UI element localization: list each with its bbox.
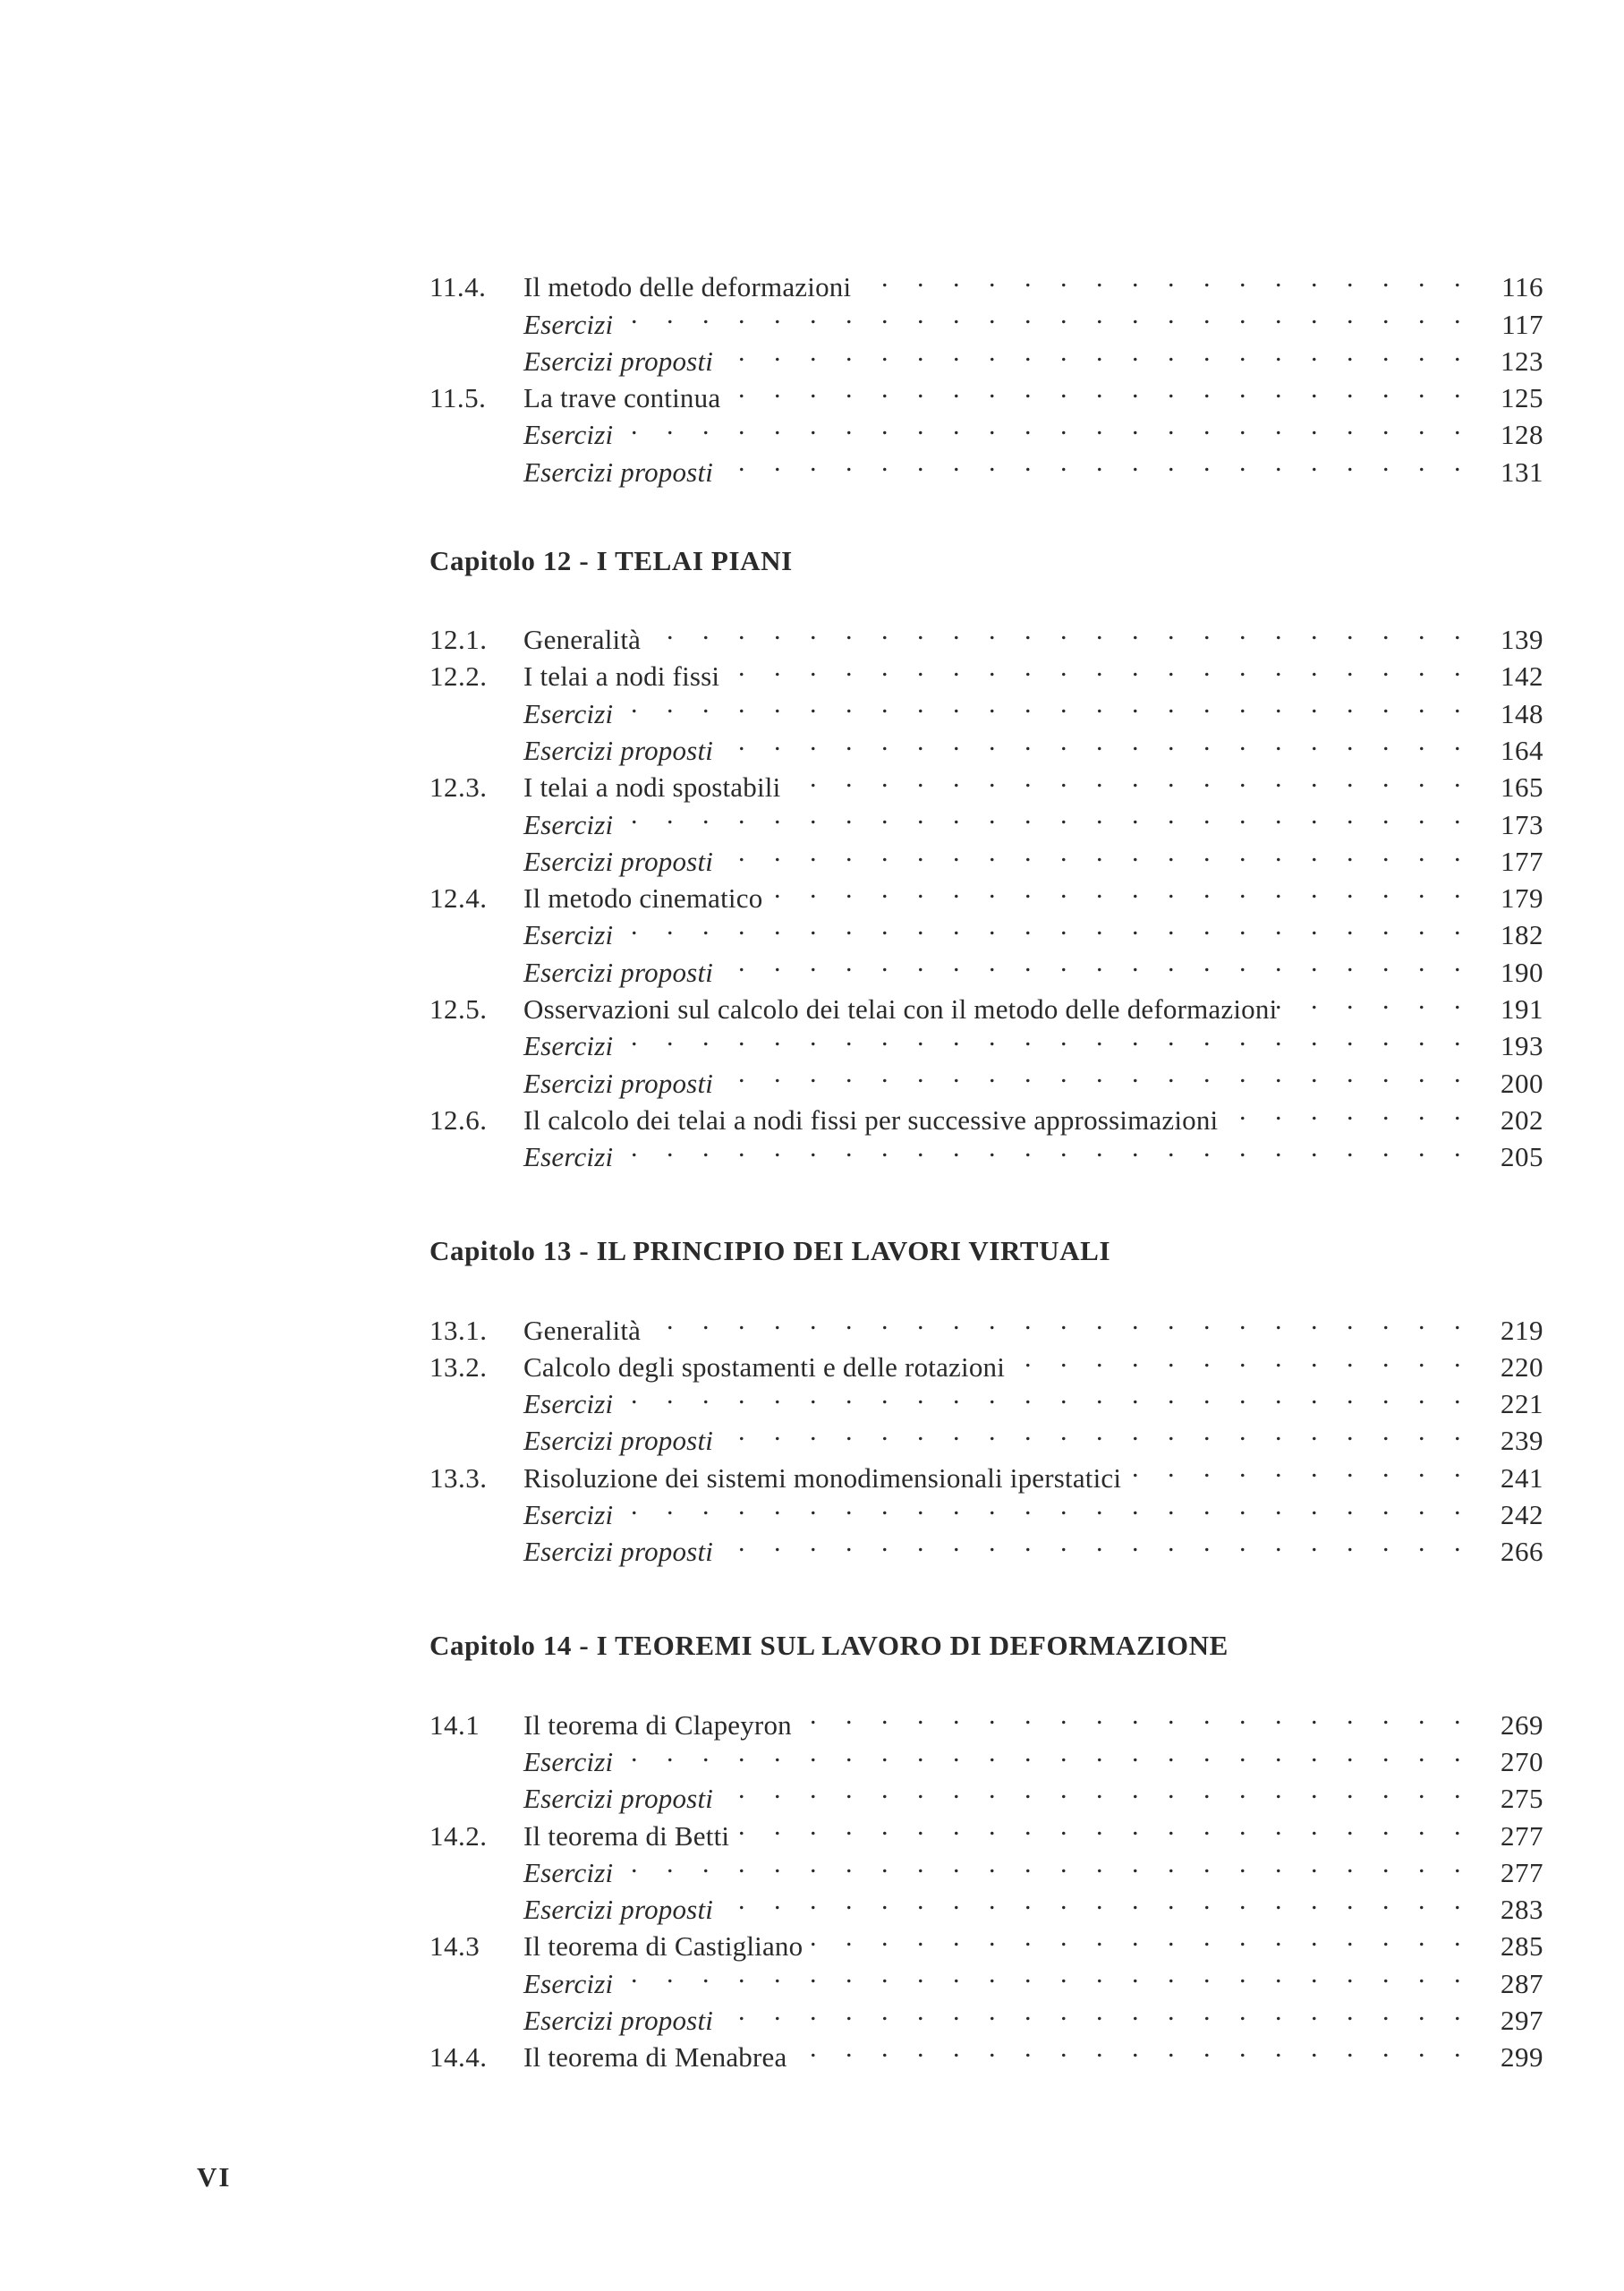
dot-leader <box>713 444 1472 481</box>
section-title: Il metodo cinematico <box>523 882 763 915</box>
toc-entry <box>429 260 1543 303</box>
page-number-ref: 125 <box>1501 382 1543 414</box>
subsection-title: Esercizi proposti <box>523 2004 714 2036</box>
page-number-ref: 270 <box>1501 1745 1543 1777</box>
dot-leader <box>1218 1093 1472 1129</box>
subsection-title: Esercizi proposti <box>523 1067 714 1099</box>
section-title: Osservazioni sul calcolo dei telai con il metodo delle deformazioni <box>523 993 1278 1026</box>
section-number: 13.2. <box>429 1350 488 1383</box>
dot-leader <box>713 1413 1472 1450</box>
page-number-ref: 191 <box>1501 993 1543 1026</box>
section-title: Il teorema di Betti <box>523 1819 730 1852</box>
dot-leader <box>762 871 1472 907</box>
subsection-title: Esercizi proposti <box>523 456 714 488</box>
page-number-ref: 123 <box>1501 345 1543 377</box>
section-title: I telai a nodi fissi <box>523 660 720 693</box>
dot-leader <box>780 760 1472 796</box>
dot-leader <box>613 796 1472 833</box>
toc-section <box>429 542 1543 1173</box>
page-number-ref: 283 <box>1501 1894 1543 1926</box>
page-number-ref: 241 <box>1501 1461 1543 1494</box>
page-number-ref: 177 <box>1501 845 1543 877</box>
section-title: Risoluzione dei sistemi monodimensionali iperstatici <box>523 1461 1122 1494</box>
dot-leader <box>713 1055 1472 1092</box>
subsection-title: Esercizi proposti <box>523 1536 714 1568</box>
table-of-contents <box>429 260 1543 2074</box>
dot-leader <box>713 334 1472 370</box>
section-title: Il teorema di Castigliano <box>523 1930 803 1963</box>
page-number-ref: 117 <box>1501 308 1543 340</box>
page-number-ref: 285 <box>1501 1930 1543 1963</box>
dot-leader <box>613 1129 1472 1166</box>
page-number-ref: 297 <box>1501 2004 1543 2036</box>
subsection-title: Esercizi proposti <box>523 345 714 377</box>
subsection-title: Esercizi <box>523 1499 614 1531</box>
dot-leader <box>613 1955 1472 1992</box>
dot-leader <box>720 370 1472 407</box>
page-number-ref: 202 <box>1501 1103 1543 1136</box>
dot-leader <box>719 649 1472 686</box>
subsection-title: Esercizi <box>523 1141 614 1173</box>
section-number: 12.6. <box>429 1103 488 1136</box>
dot-leader <box>1121 1450 1472 1486</box>
page-number-ref: 131 <box>1501 456 1543 488</box>
dot-leader <box>613 1018 1472 1055</box>
dot-leader <box>713 1524 1472 1561</box>
subsection-title: Esercizi <box>523 419 614 451</box>
dot-leader <box>613 907 1472 944</box>
subsection-title: Esercizi proposti <box>523 1783 714 1815</box>
page-number-ref: 182 <box>1501 919 1543 951</box>
subsection-title: Esercizi <box>523 1967 614 1999</box>
dot-leader <box>713 1882 1472 1919</box>
dot-leader <box>613 1845 1472 1882</box>
subsection-title: Esercizi <box>523 1745 614 1777</box>
dot-leader <box>1277 982 1472 1018</box>
section-number: 14.4. <box>429 2041 488 2074</box>
section-number: 14.1 <box>429 1708 480 1741</box>
dot-leader <box>713 1771 1472 1808</box>
page-number-ref: 221 <box>1501 1388 1543 1420</box>
section-number: 12.4. <box>429 882 488 915</box>
dot-leader <box>1005 1340 1472 1376</box>
page-number-ref: 277 <box>1501 1819 1543 1852</box>
section-title: Calcolo degli spostamenti e delle rotazioni <box>523 1350 1006 1383</box>
subsection-title: Esercizi <box>523 919 614 951</box>
section-number: 12.1. <box>429 624 488 656</box>
page-number: VI <box>197 2161 232 2193</box>
page-number-ref: 193 <box>1501 1030 1543 1062</box>
page-number-ref: 165 <box>1501 771 1543 804</box>
section-title: Il metodo delle deformazioni <box>523 271 852 303</box>
dot-leader <box>641 612 1472 649</box>
page-number-ref: 220 <box>1501 1350 1543 1383</box>
subsection-title: Esercizi <box>523 808 614 840</box>
dot-leader <box>613 686 1472 722</box>
page-number-ref: 266 <box>1501 1536 1543 1568</box>
dot-leader <box>613 1376 1472 1413</box>
page-number-ref: 205 <box>1501 1141 1543 1173</box>
page-number-ref: 269 <box>1501 1708 1543 1741</box>
subsection-title: Esercizi <box>523 1388 614 1420</box>
page-number-ref: 190 <box>1501 956 1543 988</box>
toc-section <box>429 260 1543 488</box>
subsection-title: Esercizi proposti <box>523 845 714 877</box>
section-title: I telai a nodi spostabili <box>523 771 781 804</box>
page-number-ref: 277 <box>1501 1856 1543 1888</box>
dot-leader <box>851 260 1472 296</box>
subsection-title: Esercizi proposti <box>523 956 714 988</box>
section-number: 12.3. <box>429 771 488 804</box>
page-number-ref: 219 <box>1501 1314 1543 1346</box>
page-number-ref: 139 <box>1501 624 1543 656</box>
subsection-title: Esercizi proposti <box>523 1894 714 1926</box>
section-number: 13.3. <box>429 1461 488 1494</box>
page-number-ref: 299 <box>1501 2041 1543 2074</box>
dot-leader <box>729 1808 1472 1844</box>
section-number: 11.4. <box>429 271 487 303</box>
dot-leader <box>613 296 1472 333</box>
section-title: La trave continua <box>523 382 721 414</box>
dot-leader <box>786 2030 1472 2066</box>
dot-leader <box>641 1302 1472 1339</box>
section-number: 12.2. <box>429 660 488 693</box>
page-number-ref: 173 <box>1501 808 1543 840</box>
dot-leader <box>713 1993 1472 2030</box>
page-number-ref: 239 <box>1501 1425 1543 1457</box>
dot-leader <box>713 834 1472 871</box>
page-number-ref: 242 <box>1501 1499 1543 1531</box>
subsection-title: Esercizi proposti <box>523 734 714 766</box>
chapter-heading: Capitolo 14 - I TEOREMI SUL LAVORO DI DEFORMAZIONE <box>429 1630 1229 1662</box>
page-number-ref: 200 <box>1501 1067 1543 1099</box>
dot-leader <box>713 723 1472 760</box>
dot-leader <box>713 944 1472 981</box>
subsection-title: Esercizi <box>523 1856 614 1888</box>
dot-leader <box>613 1734 1472 1771</box>
page-number-ref: 128 <box>1501 419 1543 451</box>
toc-section <box>429 1627 1543 2074</box>
dot-leader <box>803 1919 1472 1955</box>
dot-leader <box>613 1487 1472 1524</box>
toc-entry <box>429 1302 1543 1346</box>
page-number-ref: 148 <box>1501 697 1543 729</box>
chapter-heading: Capitolo 13 - IL PRINCIPIO DEI LAVORI VIRTUALI <box>429 1235 1111 1267</box>
section-number: 13.1. <box>429 1314 488 1346</box>
section-number: 11.5. <box>429 382 487 414</box>
chapter-heading: Capitolo 12 - I TELAI PIANI <box>429 544 793 576</box>
page-number-ref: 287 <box>1501 1967 1543 1999</box>
page-number-ref: 142 <box>1501 660 1543 693</box>
subsection-title: Esercizi <box>523 697 614 729</box>
section-title: Generalità <box>523 1314 642 1346</box>
toc-section <box>429 1232 1543 1568</box>
section-number: 14.2. <box>429 1819 488 1852</box>
section-number: 14.3 <box>429 1930 480 1963</box>
page-number-ref: 116 <box>1501 271 1543 303</box>
dot-leader <box>792 1697 1472 1733</box>
page-number-ref: 164 <box>1501 734 1543 766</box>
section-title: Il teorema di Menabrea <box>523 2041 787 2074</box>
toc-entry <box>429 1697 1543 1741</box>
dot-leader <box>613 407 1472 444</box>
subsection-title: Esercizi <box>523 308 614 340</box>
section-title: Generalità <box>523 624 642 656</box>
subsection-title: Esercizi proposti <box>523 1425 714 1457</box>
toc-entry <box>429 612 1543 656</box>
section-title: Il calcolo dei telai a nodi fissi per successive approssimazioni <box>523 1103 1219 1136</box>
page-number-ref: 275 <box>1501 1783 1543 1815</box>
section-title: Il teorema di Clapeyron <box>523 1708 792 1741</box>
page-number-ref: 179 <box>1501 882 1543 915</box>
section-number: 12.5. <box>429 993 488 1026</box>
subsection-title: Esercizi <box>523 1030 614 1062</box>
